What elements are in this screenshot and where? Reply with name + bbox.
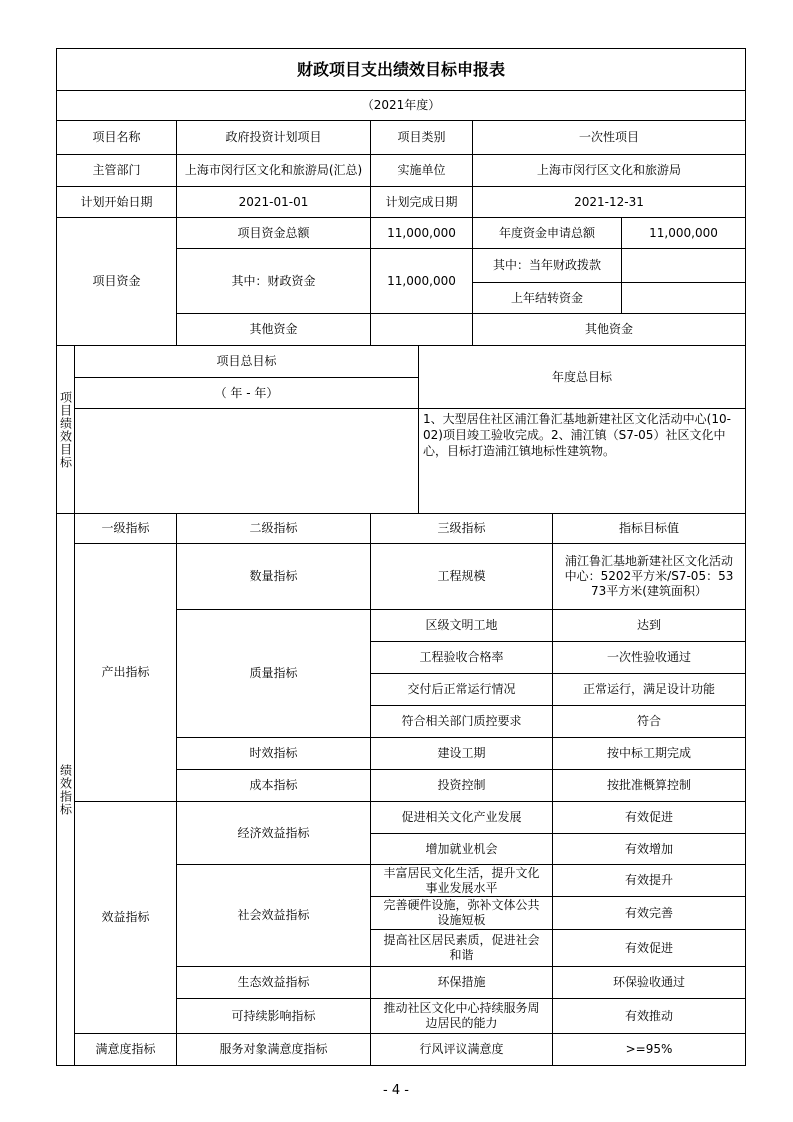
timeliness-indicator-label: 时效指标: [249, 746, 298, 760]
total-funds-value: 11,000,000: [387, 225, 456, 240]
other-funds-label-2: 其他资金: [584, 322, 633, 336]
quality-l3-2: 工程验收合格率: [419, 650, 504, 664]
quality-l3-3: 交付后正常运行情况: [407, 682, 516, 696]
sustain-value: 有效推动: [624, 1008, 673, 1023]
unit-value: 上海市闵行区文化和旅游局: [536, 163, 681, 177]
other-funds-value: [371, 314, 472, 345]
project-name-label: 项目名称: [92, 130, 141, 144]
goals-vertical-label: 项目绩效目标: [58, 390, 73, 469]
header-level1: 一级指标: [101, 521, 150, 535]
quality-l3-4: 符合相关部门质控要求: [401, 714, 522, 728]
annual-goal-text: 1、大型居住社区浦江鲁汇基地新建社区文化活动中心(10-02)项目竣工验收完成。2、浦江镇（S7-05）社区文化中心，目标打造浦江镇地标性建筑物。: [423, 412, 731, 458]
quality-value-1: 达到: [636, 618, 661, 632]
fiscal-funds-value: 11,000,000: [387, 273, 456, 288]
dept-value: 上海市闵行区文化和旅游局(汇总): [184, 163, 363, 177]
quality-l3-1: 区级文明工地: [425, 618, 498, 632]
quantity-indicator-label: 数量指标: [249, 569, 298, 583]
annual-funds-value: 11,000,000: [649, 225, 718, 240]
social-l3-3: 提高社区居民素质，促进社会和谐: [383, 933, 540, 962]
social-l3-2: 完善硬件设施，弥补文体公共设施短板: [383, 898, 540, 927]
cost-indicator-label: 成本指标: [249, 778, 298, 792]
annual-goal-label: 年度总目标: [551, 369, 612, 384]
social-value-2: 有效完善: [624, 905, 673, 920]
benefit-indicator-label: 效益指标: [101, 910, 150, 924]
form-year: （2021年度）: [361, 98, 441, 112]
carry-over-value: [622, 283, 745, 313]
satisfaction-indicator-label: 满意度指标: [95, 1042, 156, 1056]
annual-funds-label: 年度资金申请总额: [498, 225, 595, 240]
cost-value: 按批准概算控制: [606, 778, 691, 792]
dept-label: 主管部门: [92, 163, 141, 177]
timeliness-l3: 建设工期: [437, 746, 486, 760]
satisfaction-value: >=95%: [625, 1042, 673, 1056]
start-date-label: 计划开始日期: [80, 194, 153, 209]
eco-value: 环保验收通过: [612, 975, 685, 989]
cost-l3: 投资控制: [437, 778, 486, 792]
unit-label: 实施单位: [397, 163, 446, 177]
sustain-indicator-label: 可持续影响指标: [231, 1008, 316, 1023]
carry-over-label: 上年结转资金: [510, 290, 583, 305]
social-value-1: 有效提升: [624, 873, 673, 887]
end-date-label: 计划完成日期: [385, 194, 458, 209]
funds-label: 项目资金: [92, 274, 141, 288]
page-number: - 4 -: [383, 1082, 409, 1098]
satisfaction-l2: 服务对象满意度指标: [219, 1042, 328, 1056]
sustain-l3: 推动社区文化中心持续服务周边居民的能力: [383, 1001, 540, 1030]
overall-goal-text: [75, 409, 418, 513]
header-level3: 三级指标: [437, 521, 486, 535]
quality-value-2: 一次性验收通过: [606, 650, 691, 664]
quality-value-4: 符合: [636, 714, 661, 728]
header-target: 指标目标值: [618, 521, 679, 535]
project-name-value: 政府投资计划项目: [225, 130, 322, 144]
form-title: 财政项目支出绩效目标申报表: [296, 60, 505, 79]
start-date-value: 2021-01-01: [238, 194, 309, 209]
project-type-value: 一次性项目: [578, 130, 639, 144]
social-indicator-label: 社会效益指标: [237, 908, 310, 922]
economic-value-2: 有效增加: [624, 841, 673, 856]
social-l3-1: 丰富居民文化生活，提升文化事业发展水平: [383, 865, 540, 895]
project-type-label: 项目类别: [397, 130, 446, 144]
other-funds-label: 其他资金: [249, 322, 298, 336]
indicators-vertical-label: 绩效指标: [58, 763, 73, 816]
quantity-value: 浦江鲁汇基地新建社区文化活动中心：5202平方米/S7-05：5373平方米(建筑面积）: [564, 554, 734, 598]
eco-l3: 环保措施: [437, 975, 486, 989]
timeliness-value: 按中标工期完成: [606, 746, 691, 760]
economic-value-1: 有效促进: [624, 810, 673, 824]
fiscal-funds-label: 其中：财政资金: [231, 273, 316, 288]
economic-l3-2: 增加就业机会: [425, 841, 498, 856]
quantity-l3: 工程规模: [437, 569, 486, 583]
quality-indicator-label: 质量指标: [249, 666, 298, 680]
satisfaction-l3: 行风评议满意度: [419, 1042, 504, 1056]
header-level2: 二级指标: [249, 521, 298, 535]
current-allocation-value: [622, 249, 745, 282]
current-allocation-label: 其中：当年财政拨款: [492, 258, 601, 272]
total-funds-label: 项目资金总额: [237, 225, 310, 240]
end-date-value: 2021-12-31: [574, 194, 644, 209]
economic-indicator-label: 经济效益指标: [237, 825, 310, 840]
quality-value-3: 正常运行，满足设计功能: [582, 682, 715, 696]
social-value-3: 有效促进: [624, 940, 673, 955]
output-indicator-label: 产出指标: [101, 665, 150, 679]
eco-indicator-label: 生态效益指标: [237, 975, 310, 989]
overall-goal-range: （ 年 - 年）: [214, 385, 279, 400]
economic-l3-1: 促进相关文化产业发展: [401, 810, 522, 824]
overall-goal-label: 项目总目标: [216, 354, 277, 368]
